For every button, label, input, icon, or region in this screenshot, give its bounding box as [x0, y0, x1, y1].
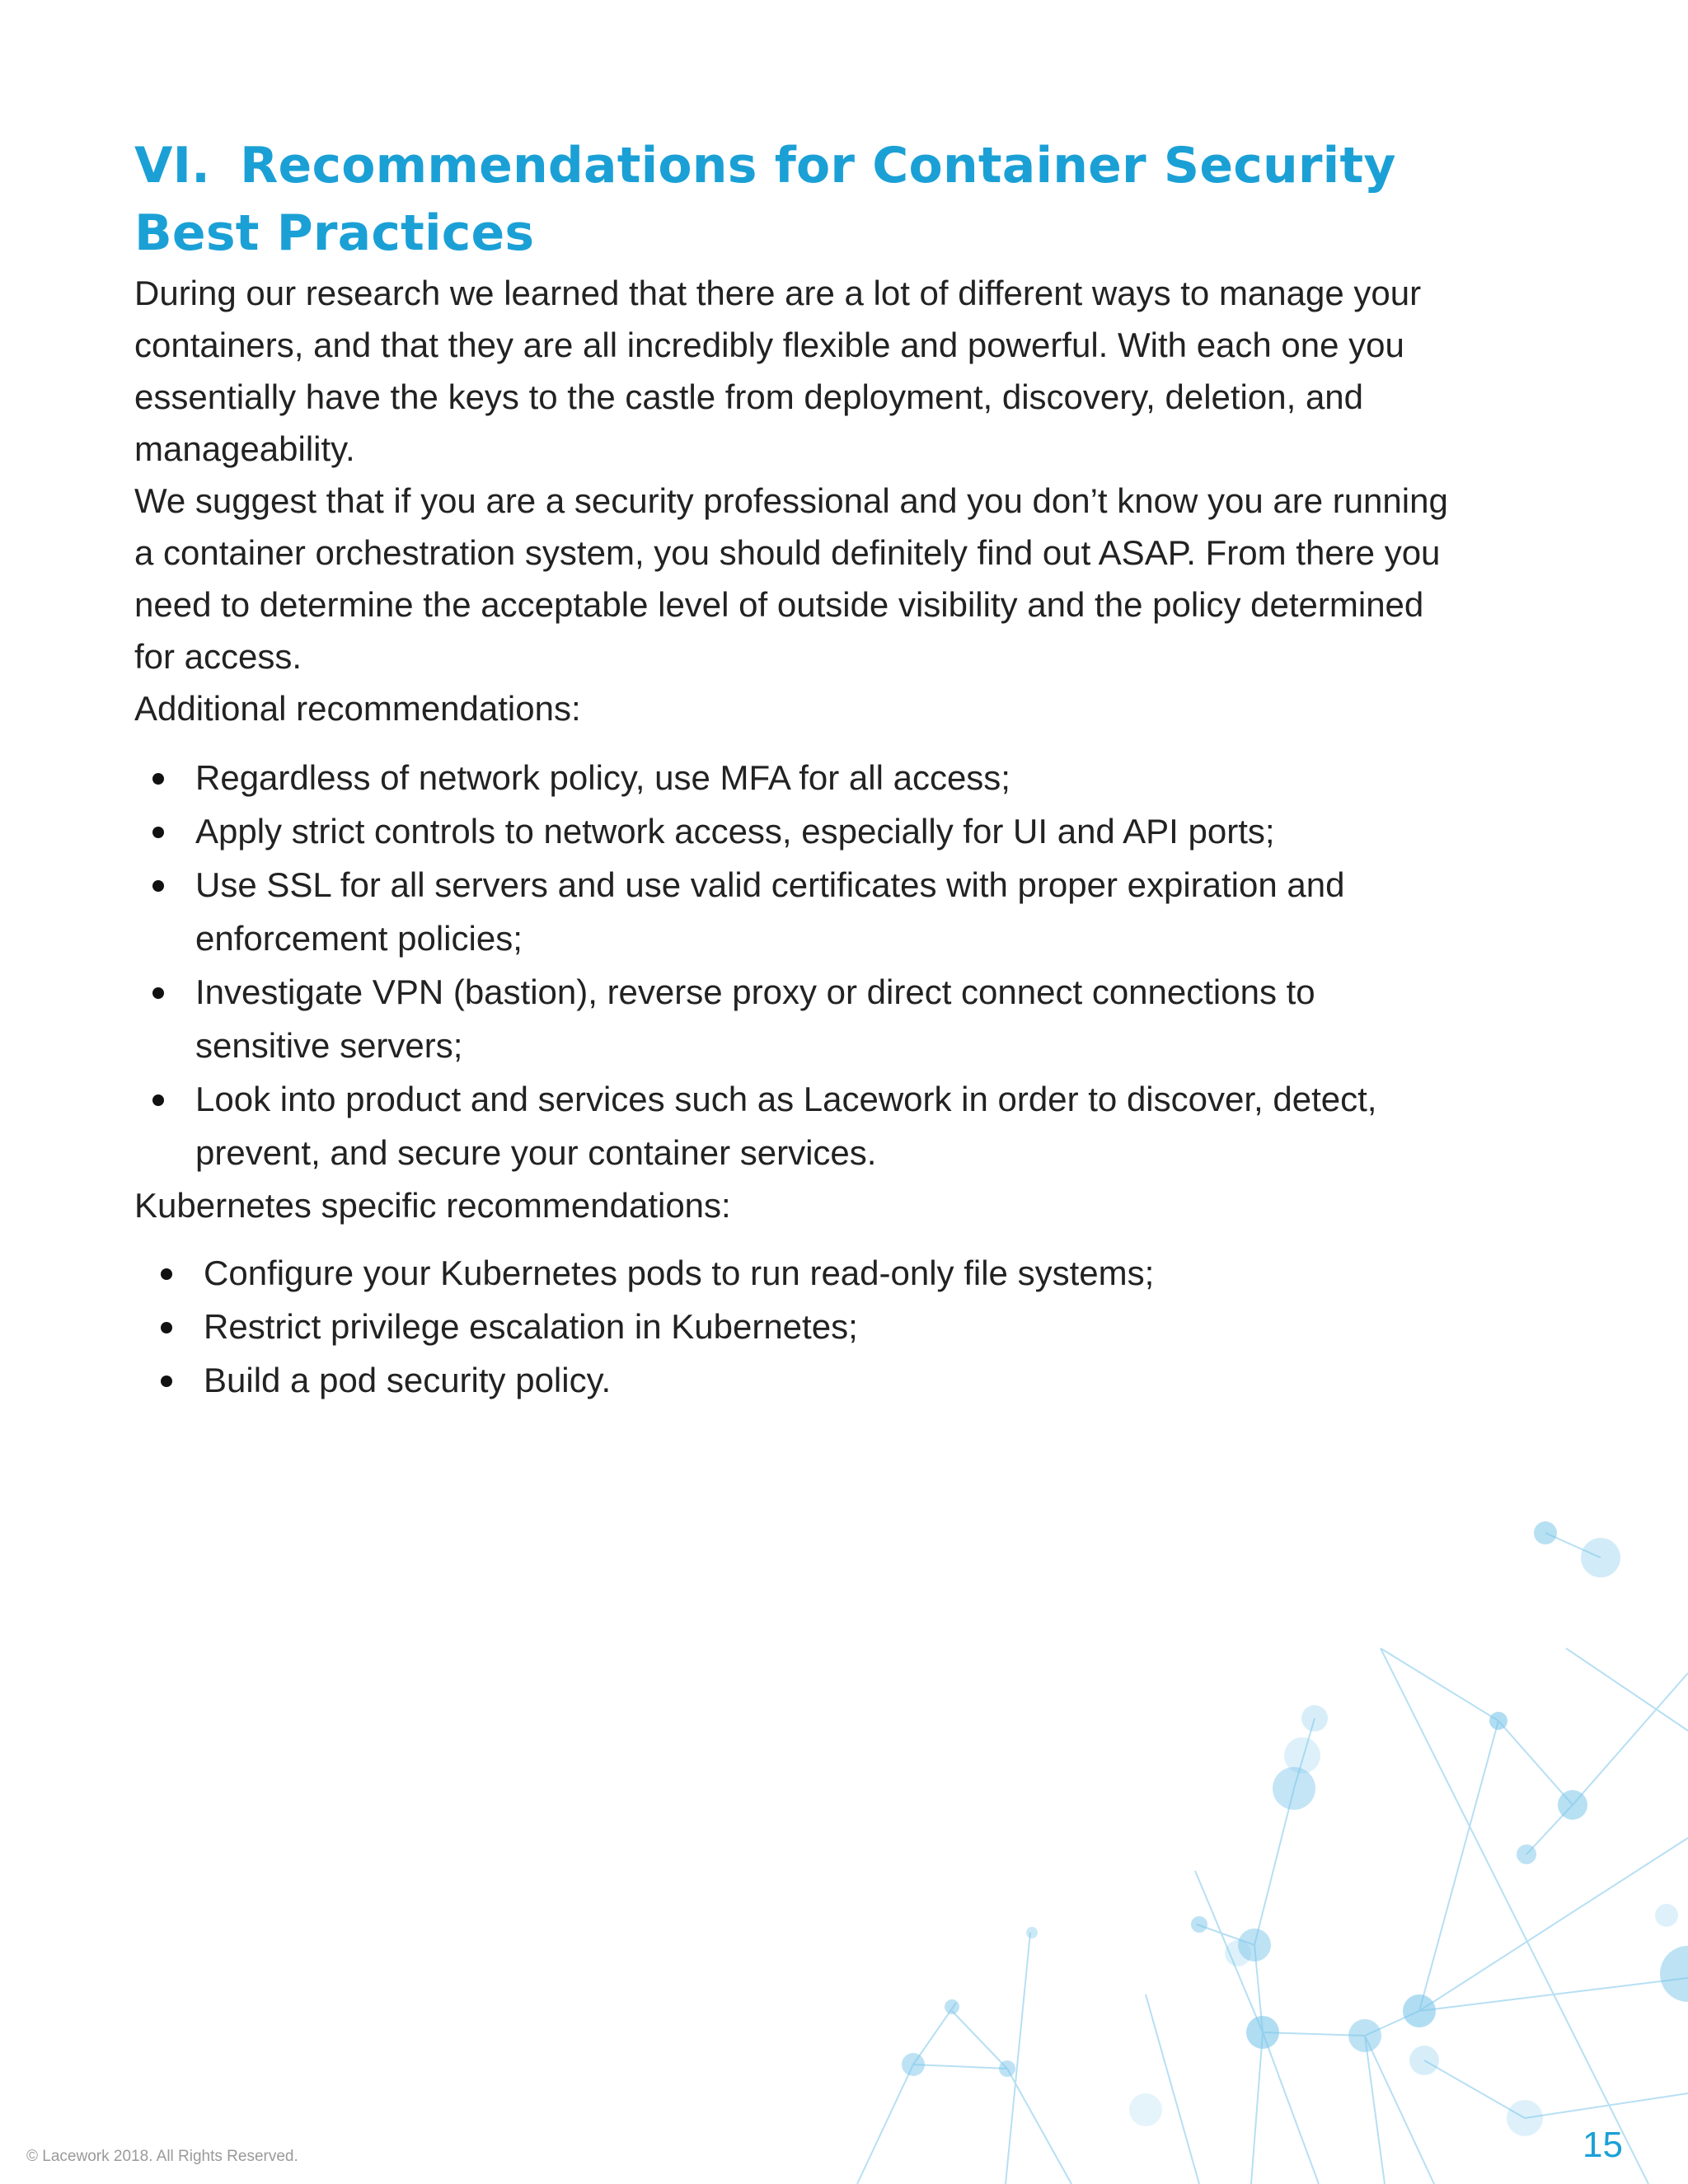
section-number: VI. [134, 137, 211, 194]
list-item-text: Regardless of network policy, use MFA for all access; [195, 758, 1010, 797]
list-item-text: Look into product and services such as Lacework in order to discover, detect, prevent, and secure your container services. [195, 1080, 1377, 1172]
list-item-text: Use SSL for all servers and use valid certificates with proper expiration and enforcement policies; [195, 865, 1345, 958]
intro-paragraph: During our research we learned that there are a lot of different ways to manage your containers, and that they are all incredibly flexible and powerful. With each one you essentially have the keys to the castle from deployment, discovery, deletion, and manageability. [134, 274, 1422, 468]
list-item-text: Investigate VPN (bastion), reverse proxy or direct connect connections to sensitive servers; [195, 972, 1315, 1065]
list-item-text: Build a pod security policy. [204, 1361, 612, 1399]
list-item-text: Apply strict controls to network access, especially for UI and API ports; [195, 812, 1275, 851]
page-number: 15 [1582, 2125, 1623, 2165]
bullet-icon [152, 827, 164, 838]
footer-copyright: © Lacework 2018. All Rights Reserved. [26, 2148, 298, 2165]
section-title: Recommendations for Container Security Best Practices [134, 137, 1396, 262]
list-item [134, 858, 1453, 965]
section-heading [134, 132, 1453, 267]
list-item [134, 1246, 1453, 1300]
bullet-icon [161, 1268, 172, 1280]
bullet-icon [161, 1322, 172, 1333]
list-item-text: Restrict privilege escalation in Kubernetes; [204, 1307, 858, 1346]
kubernetes-recommendations-heading: Kubernetes specific recommendations: [134, 1186, 731, 1225]
bullet-icon [161, 1376, 172, 1387]
kubernetes-recommendations-list [134, 1246, 1453, 1407]
additional-recommendations-list [134, 751, 1453, 1179]
bullet-icon [152, 987, 164, 999]
list-item [134, 965, 1453, 1072]
list-item [134, 1300, 1453, 1353]
suggestion-paragraph: We suggest that if you are a security professional and you don’t know you are running a container orchestration system, you should definitely find out ASAP. From there you need to determine the acceptable level of outside visibility and the policy determined for access. [134, 481, 1448, 676]
list-item [134, 804, 1453, 858]
list-item [134, 1353, 1453, 1407]
list-item [134, 751, 1453, 804]
list-item-text: Configure your Kubernetes pods to run read-only file systems; [204, 1254, 1155, 1292]
bullet-icon [152, 773, 164, 785]
bullet-icon [152, 880, 164, 892]
additional-recommendations-heading: Additional recommendations: [134, 689, 581, 728]
main-content [134, 132, 1453, 1407]
bullet-icon [152, 1094, 164, 1106]
list-item [134, 1072, 1453, 1179]
